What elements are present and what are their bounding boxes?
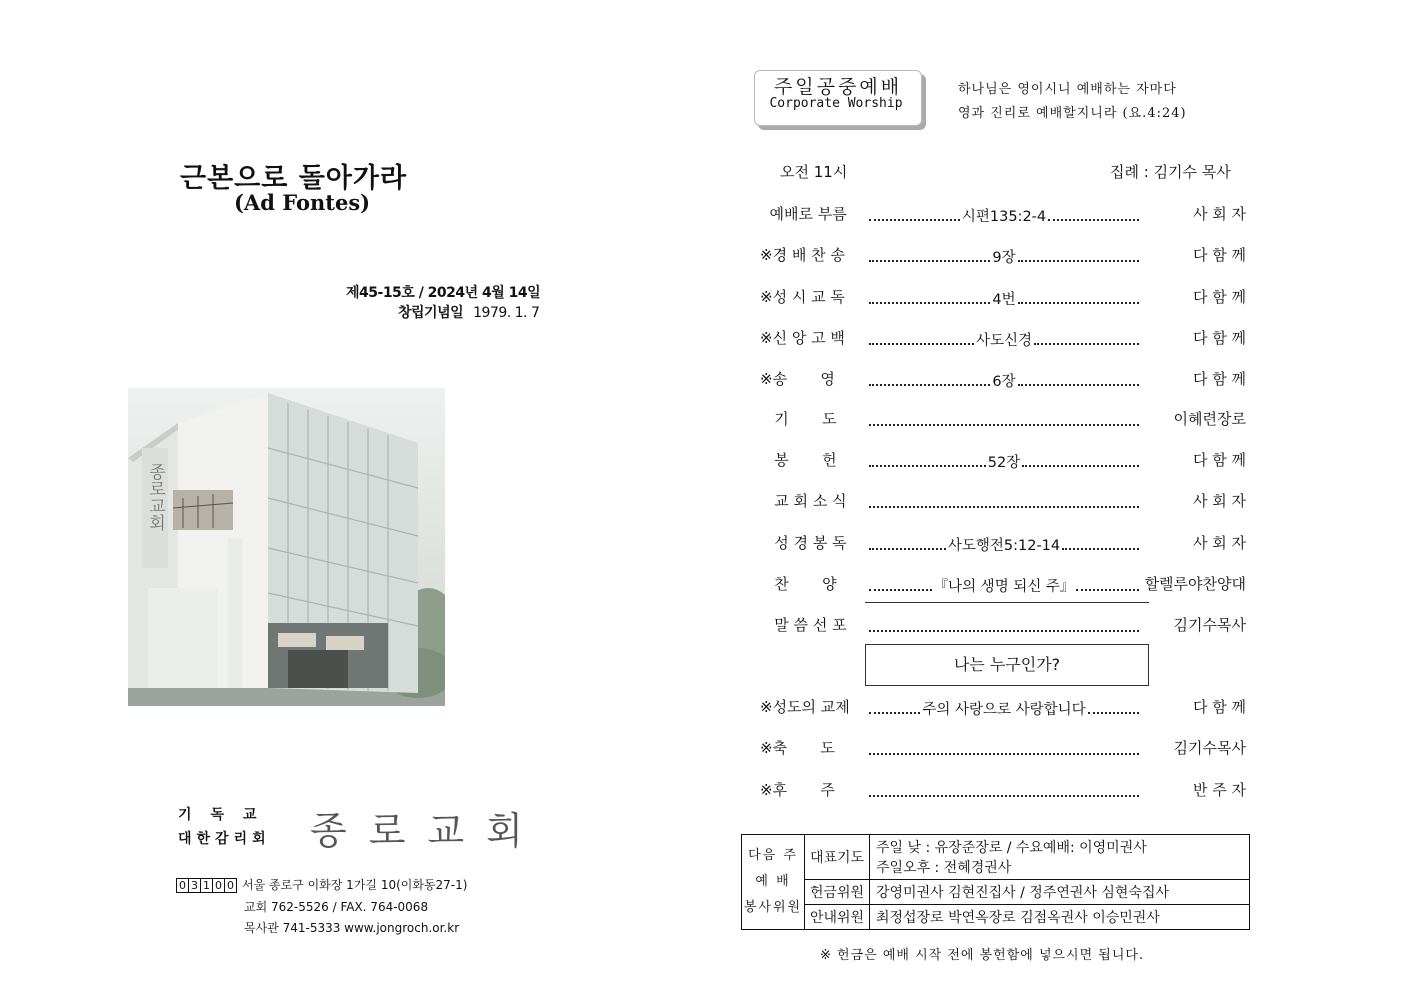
order-row [760, 244, 1250, 268]
order-item-label: ※송 영 [760, 370, 835, 388]
order-row [760, 737, 1250, 761]
order-item-label: 기 도 [760, 410, 837, 428]
order-item-content: 52장 [987, 454, 1021, 471]
order-item-content: 시편135:2-4 [961, 208, 1047, 225]
order-item-responder: 다 함 께 [1192, 246, 1246, 264]
order-item-leader-dots [868, 532, 1140, 556]
order-item-responder: 사 회 자 [1192, 205, 1246, 223]
church-phone: 교회 762-5526 / FAX. 764-0068 [244, 900, 429, 914]
order-item-leader-dots [868, 696, 1140, 720]
prayer-servers: 주일 낮 : 유장준장로 / 수요예배: 이영미권사 주일오후 : 전혜경권사 [870, 835, 1250, 880]
issue-number-date: 제45-15호 / 2024년 4월 14일 [346, 285, 541, 301]
offering-note: ※ 헌금은 예배 시작 전에 봉헌함에 넣으시면 됩니다. [820, 948, 1145, 963]
order-item-content: 주의 사랑으로 사랑합니다 [922, 701, 1086, 718]
church-building-photo [128, 388, 445, 706]
denomination-line1: 기독교 [178, 807, 276, 823]
order-item-label: ※축 도 [760, 739, 835, 757]
order-item-responder: 다 함 께 [1192, 698, 1246, 716]
order-item-label: ※성 시 교 독 [760, 288, 845, 306]
order-item-leader-dots [868, 490, 1140, 514]
order-item-content: 4번 [992, 291, 1016, 308]
order-item-leader-dots [868, 614, 1140, 638]
order-item-responder: 다 함 께 [1192, 288, 1246, 306]
building-sign: 종로교회 [145, 463, 165, 531]
order-item-responder: 다 함 께 [1192, 329, 1246, 347]
order-item-responder: 김기수목사 [1173, 616, 1246, 634]
bulletin-title: 근본으로 돌아가라 [180, 163, 408, 194]
order-item-leader-dots [868, 244, 1140, 268]
scripture-verse-line1: 하나님은 영이시니 예배하는 자마다 [958, 82, 1177, 97]
role-prayer: 대표기도 [805, 835, 870, 880]
order-item-leader-dots [868, 449, 1140, 473]
address-text: 서울 종로구 이화장 1가길 10(이화동27-1) [242, 878, 468, 892]
order-item-responder: 사 회 자 [1192, 534, 1246, 552]
order-item-label: 예배로 부름 [760, 205, 847, 223]
order-item-label: ※신 앙 고 백 [760, 329, 845, 347]
order-item-responder: 반 주 자 [1192, 781, 1246, 799]
order-item-label: ※경 배 찬 송 [760, 246, 845, 264]
officiant: 집례 : 김기수 목사 [1110, 163, 1231, 181]
service-time: 오전 11시 [780, 163, 848, 181]
postal-code: 0 3 1 0 0 [176, 878, 236, 893]
role-offering: 헌금위원 [805, 880, 870, 905]
order-item-leader-dots [868, 368, 1140, 392]
worship-title-ko: 주일공중예배 [773, 76, 903, 98]
next-week-heading: 다음 주 예 배 봉사위원 [742, 835, 805, 930]
order-item-label: ※성도의 교제 [760, 698, 850, 716]
church-address [176, 876, 467, 893]
order-row [760, 449, 1250, 473]
church-name: 종로교회 [310, 809, 545, 853]
order-item-content: 9장 [992, 249, 1016, 266]
order-item-label: 말 씀 선 포 [760, 616, 847, 634]
order-item-responder: 이혜련장로 [1173, 410, 1246, 428]
parsonage-contact: 목사관 741-5333 www.jongroch.or.kr [244, 921, 460, 935]
order-row [760, 779, 1250, 803]
order-item-label: 교 회 소 식 [760, 492, 847, 510]
founded-label: 창립기념일 [398, 305, 464, 321]
order-item-responder: 다 함 께 [1192, 370, 1246, 388]
sermon-title: 나는 누구인가? [865, 644, 1149, 686]
order-item-label: 찬 양 [760, 575, 837, 593]
order-row [760, 286, 1250, 310]
denomination-line2: 대한감리회 [178, 831, 271, 847]
bulletin-subtitle: (Ad Fontes) [234, 190, 371, 215]
order-row [760, 408, 1250, 432]
founded-date: 1979. 1. 7 [473, 305, 540, 321]
order-item-leader-dots [868, 408, 1140, 432]
order-item-content: 사도행전5:12-14 [947, 537, 1061, 554]
sermon-underline [865, 602, 1149, 603]
offering-servers: 강영미권사 김현진집사 / 정주연권사 심현숙집사 [870, 880, 1250, 905]
role-usher: 안내위원 [805, 905, 870, 930]
order-item-responder: 사 회 자 [1192, 492, 1246, 510]
order-row [760, 573, 1250, 597]
order-item-leader-dots [868, 327, 1140, 351]
order-item-leader-dots [868, 573, 1140, 597]
order-row [760, 490, 1250, 514]
usher-servers: 최정섭장로 박연옥장로 김점옥권사 이승민권사 [870, 905, 1250, 930]
order-item-leader-dots [868, 779, 1140, 803]
order-item-responder: 김기수목사 [1173, 739, 1246, 757]
order-item-leader-dots [868, 286, 1140, 310]
order-item-content: 6장 [992, 373, 1016, 390]
order-item-label: 성 경 봉 독 [760, 534, 847, 552]
order-item-responder: 할렐루야찬양대 [1144, 575, 1246, 593]
order-item-content: 사도신경 [975, 332, 1033, 349]
order-item-responder: 다 함 께 [1192, 451, 1246, 469]
order-item-leader-dots [868, 203, 1140, 227]
order-item-content: 『나의 생명 되신 주』 [933, 578, 1075, 595]
order-row [760, 696, 1250, 720]
founding-date [398, 302, 539, 322]
order-row [760, 532, 1250, 556]
order-row [760, 203, 1250, 227]
next-week-servers-table [741, 834, 1250, 930]
order-item-label: 봉 헌 [760, 451, 837, 469]
order-item-label: ※후 주 [760, 781, 835, 799]
scripture-verse-line2: 영과 진리로 예배할지니라 (요.4:24) [958, 106, 1187, 121]
order-row [760, 327, 1250, 351]
worship-title-en: Corporate Worship [769, 96, 903, 111]
order-row [760, 368, 1250, 392]
order-item-leader-dots [868, 737, 1140, 761]
order-row [760, 614, 1250, 638]
